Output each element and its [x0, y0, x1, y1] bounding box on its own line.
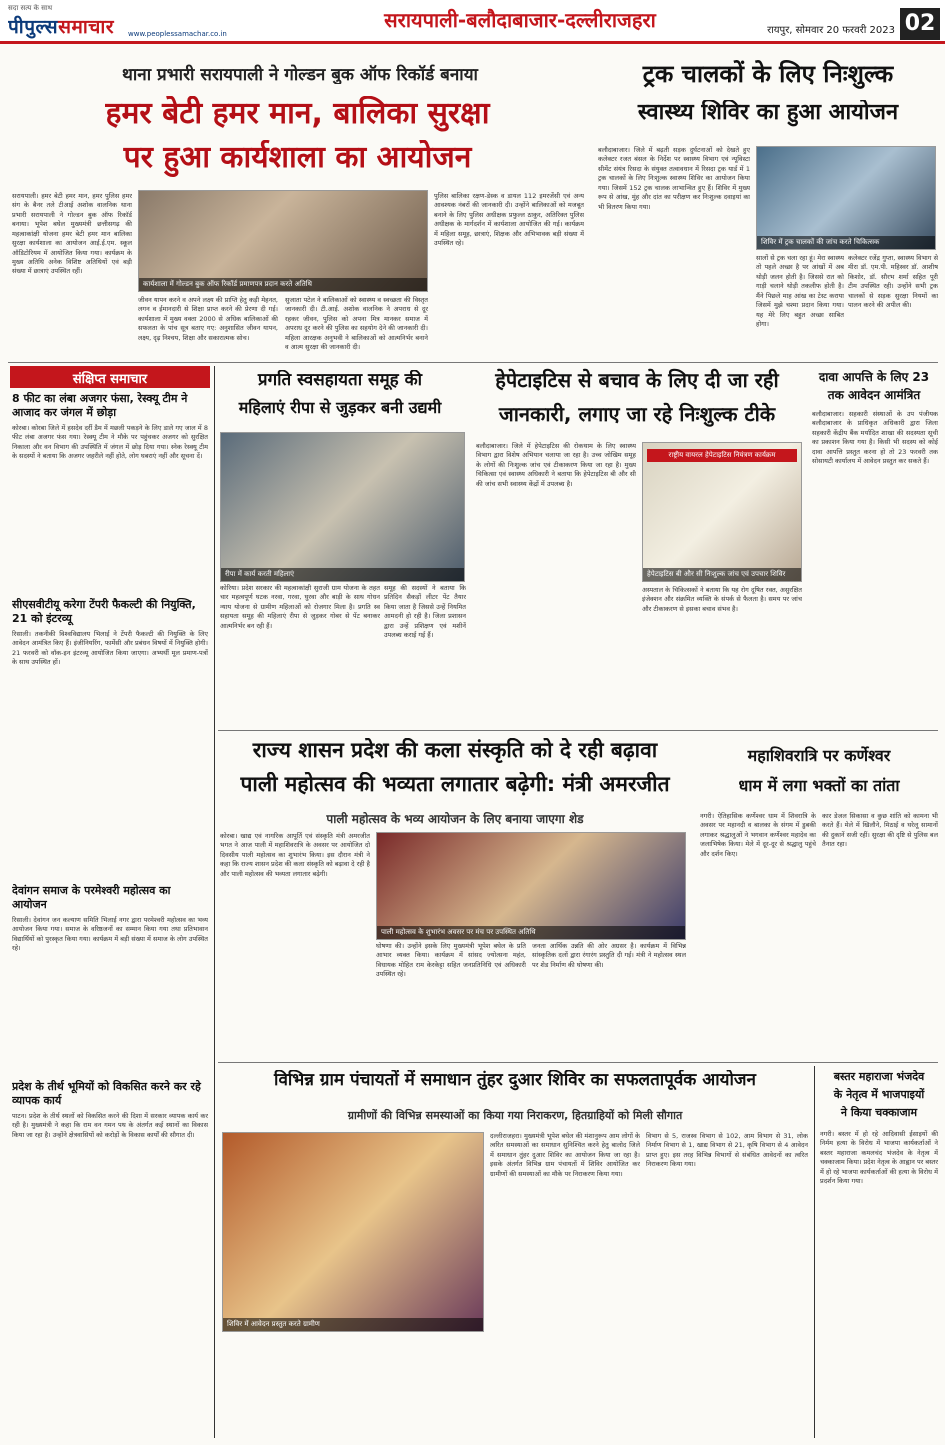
hepatitis-banner: राष्ट्रीय वायरल हेपेटाइटिस नियंत्रण कार्यक्रम	[647, 449, 797, 462]
pali-headline-2: पाली महोत्सव की भव्यता लगातार बढ़ेगी: मंत्री अमरजीत	[240, 772, 670, 796]
truck-headline-1: ट्रक चालकों के लिए निःशुल्क	[642, 60, 894, 88]
truck-photo	[756, 146, 936, 250]
srg-headline-1: प्रगति स्वसहायता समूह की	[257, 370, 423, 390]
tunhar-body-1: दल्लीराजहरा। मुख्यमंत्री भूपेश बघेल की मंशानुरूप आम लोगों के त्वरित समस्याओं का समाधान सुनिश्चित करने हेतु बालोद जिले में समाधान तुंहर दुआर शिविर का आयोजन किया जा रहा है। इसके अंतर्गत विभिन्न ग्राम पंचायतों में शिविर आयोजित कर ग्रामीणों की समस्याओं का मौके पर निराकरण किया गया।	[490, 1132, 640, 1178]
tunhar-photo	[222, 1132, 484, 1332]
divider-1	[8, 362, 938, 363]
hepatitis-photo-caption: हेपेटाइटिस बी और सी निःशुल्क जांच एवं उपचार शिविर	[643, 568, 801, 581]
masthead	[0, 0, 945, 44]
hepatitis-headline-2: जानकारी, लगाए जा रहे निःशुल्क टीके	[498, 402, 776, 426]
daava-headline-2: तक आवेदन आमंत्रित	[827, 388, 921, 402]
logo-name-b: समाचार	[58, 16, 115, 38]
tunhar-photo-caption: शिविर में आवेदन प्रस्तुत करते ग्रामीण	[223, 1318, 483, 1331]
shivratri-body-1: नगरी। ऐतिहासिक कर्णेश्वर धाम में शिवरात्रि के अवसर पर महानदी व बालका के संगम में डुबकी लगाकर श्रद्धालुओं ने भगवान कर्णेश्वर महादेव का जलाभिषेक किया। मेले में दूर-दूर से श्रद्धालु पहुंचे और दर्शन किए।	[700, 812, 816, 858]
brief-1-body: कोरबा। कोरबा जिले में हसदेव दर्री डैम में मछली पकड़ने के लिए डाले गए जाल में 8 फीट लंबा अजगर फंस गया। रेस्क्यू टीम ने मौके पर पहुंचकर अजगर को सुरक्षित निकाला और वन विभाग की उपस्थिति में जंगल में छोड़ दिया गया। स्नेक रेस्क्यू टीम के सदस्यों ने बताया कि अजगर जहरीले नहीं होते, लोग घबराएं नहीं और सूचना दें।	[12, 424, 208, 461]
truck-headline-2: स्वास्थ्य शिविर का हुआ आयोजन	[637, 100, 899, 125]
shivratri-headline-2: धाम में लगा भक्तों का तांता	[738, 776, 900, 795]
truck-body-1: बलौदाबाजार। जिले में बढ़ती सड़क दुर्घटनाओं को देखते हुए कलेक्टर रजत बंसल के निर्देश पर स्वास्थ्य विभाग एवं न्यूविस्टा सीमेंट संयंत्र रिसदा के संयुक्त तत्वावधान में रिसदा ट्रक यार्ड में 1 ट्रक चालकों के लिए निःशुल्क स्वास्थ्य शिविर का आयोजन किया गया। जिसमें 152 ट्रक चालक लाभान्वित हुए हैं। शिविर में मुख्य रूप से आंख, मुंह और दांत का परीक्षण कर निःशुल्क दवाइयां का भी वितरण किया गया।	[598, 146, 750, 211]
briefs-header: संक्षिप्त समाचार	[10, 366, 210, 388]
brief-4-title: प्रदेश के तीर्थ भूमियों को विकसित करने कर रहे व्यापक कार्य	[12, 1080, 201, 1107]
truck-body-2: सालों से ट्रक चला रहा हूं। मेरा स्वास्थ्य तो पहले अच्छा है पर आंखों में अब थोड़ी जलन होती है। जिससे रात को गाड़ी चलाने थोड़ी तकलीफ होती है। मैंने पिछले माह आंख का टेस्ट कराया जिसमें मुझे चश्मा प्रदान किया गया। यह मेरे लिए बहुत अच्छा साबित होगा।	[756, 254, 844, 328]
pali-subhead: पाली महोत्सव के भव्य आयोजन के लिए बनाया जाएगा शेड	[326, 812, 584, 826]
hepatitis-body-1: बलौदाबाजार। जिले में हेपेटाइटिस की रोकथाम के लिए स्वास्थ्य विभाग द्वारा विशेष अभियान चलाया जा रहा है। उच्च जोखिम समूह के लोगों की निःशुल्क जांच एवं टीकाकरण किया जा रहा है। मुख्य चिकित्सा एवं स्वास्थ्य अधिकारी ने बताया कि हेपेटाइटिस बी और सी की जांच सभी स्वास्थ्य केंद्रों में उपलब्ध है।	[476, 442, 636, 488]
lead-body-4: पुलिस बालिका रक्षण-डेस्क व डायल 112 इमरजेंसी एवं अन्य आवश्यक नंबरों की जानकारी दी। उन्होंने बालिकाओं को मजबूत बनाने के लिए पुलिस अधीक्षक प्रफुल्ल ठाकुर, अतिरिक्त पुलिस अधीक्षक के मार्गदर्शन में कार्यशाला आयोजित की गई। कार्यक्रम में महिला समूह, छात्राएं, शिक्षक और अभिभावक बड़ी संख्या में उपस्थित रहे।	[434, 192, 584, 248]
truck-photo-caption: शिविर में ट्रक चालकों की जांच करते चिकित्सक	[757, 236, 935, 249]
pali-body-3: जनता आर्थिक उन्नति की ओर अग्रसर है। कार्यक्रम में विभिन्न सांस्कृतिक दलों द्वारा रंगारंग प्रस्तुति दी गई। मंत्री ने महोत्सव स्थल पर शेड निर्माण की घोषणा की।	[532, 942, 686, 969]
bastar-rule	[814, 1066, 815, 1438]
pali-body-2: घोषणा की। उन्होंने इसके लिए मुख्यमंत्री भूपेश बघेल के प्रति आभार व्यक्त किया। कार्यक्रम में सांसद ज्योत्सना महंत, विधायक मोहित राम केरकेट्टा सहित जनप्रतिनिधि एवं अधिकारी उपस्थित रहे।	[376, 942, 526, 979]
logo-url[interactable]: www.peoplessamachar.co.in	[128, 30, 227, 38]
logo-tagline: सदा सत्य के साथ	[8, 4, 53, 12]
lead-headline-2: पर हुआ कार्यशाला का आयोजन	[123, 140, 472, 175]
shivratri-body-2: कार डेजल सिकासा व कुछ शांति को कामना भी करते हैं। मेले में खिलौने, मिठाई व घरेलू सामानों की दुकानें सजी रहीं। सुरक्षा की दृष्टि से पुलिस बल तैनात रहा।	[822, 812, 938, 849]
pali-headline-1: राज्य शासन प्रदेश की कला संस्कृति को दे रही बढ़ावा	[252, 738, 658, 762]
pali-photo-caption: पाली महोत्सव के शुभारंभ अवसर पर मंच पर उपस्थित अतिथि	[377, 926, 685, 939]
logo-name	[8, 16, 114, 38]
bastar-body: नगरी। बस्तर में हो रहे आदिवासी ईसाइयों की निर्मम हत्या के विरोध में भाजपा कार्यकर्ताओं ने बस्तर महाराजा कमलचंद भंजदेव के नेतृत्व में चक्काजाम किया। प्रदेश नेतृत्व के आह्वान पर बस्तर में हो रहे भाजपा कार्यकर्ताओं की हत्या के विरोध में प्रदर्शन किया गया।	[820, 1130, 938, 1186]
lead-kicker: थाना प्रभारी सरायपाली ने गोल्डन बुक ऑफ रिकॉर्ड बनाया	[122, 65, 478, 84]
paper-logo[interactable]	[8, 4, 238, 40]
srg-body-1: कोरिया। प्रदेश सरकार की महत्वाकांक्षी सुराजी ग्राम योजना के तहत चार महत्वपूर्ण घटक नरवा, गरवा, घुरवा और बाड़ी के साथ गोधन न्याय योजना से ग्रामीण महिलाओं को रोजगार मिला है। प्रगति स्व सहायता समूह की महिलाएं रीपा से जुड़कर गोबर से पेंट बनाकर आत्मनिर्भर बन रही हैं।	[220, 584, 380, 630]
bastar-headline-2: के नेतृत्व में भाजपाइयों	[833, 1088, 925, 1101]
hepatitis-headline-1: हेपेटाइटिस से बचाव के लिए दी जा रही	[495, 368, 779, 392]
lead-body-3: सुजाता पटेल ने बालिकाओं को स्वास्थ्य व स्वच्छता की विस्तृत जानकारी दी। टी.आई. अशोक वालनिक ने अपराध से दूर रहकर जीवन, पुलिस को अपना मित्र मानकर समाज में अपराध दूर करने की पुलिस का सहयोग देने की जानकारी दी। महिला आरक्षक अनुभवी ने बालिकाओं को आत्मनिर्भर बनाने व आत्म सुरक्षा की जानकारी दी।	[285, 296, 428, 352]
dateline: रायपुर, सोमवार 20 फरवरी 2023	[767, 25, 895, 36]
bastar-headline-1: बस्तर महाराजा भंजदेव	[833, 1070, 925, 1083]
srg-body-2: समूह की सदस्यों ने बताया कि प्रतिदिन सैकड़ों लीटर पेंट तैयार किया जाता है जिससे उन्हें नियमित आमदनी हो रही है। जिला प्रशासन द्वारा उन्हें प्रशिक्षण एवं मशीनें उपलब्ध कराई गई हैं।	[384, 584, 466, 640]
daava-body: बलौदाबाजार। सहकारी संस्थाओं के उप पंजीयक बलौदाबाजार के प्राधिकृत अधिकारी द्वारा जिला सहकारी केंद्रीय बैंक मर्यादित शाखा की सदस्यता सूची का प्रकाशन किया गया है। किसी भी सदस्य को कोई दावा आपत्ति प्रस्तुत करना हो तो 23 फरवरी तक सोसायटी कार्यालय में आवेदन प्रस्तुत कर सकते हैं।	[812, 410, 938, 466]
brief-1-title: 8 फीट का लंबा अजगर फंसा, रेस्क्यू टीम ने आजाद कर जंगल में छोड़ा	[12, 392, 188, 419]
divider-3	[218, 1062, 938, 1063]
edition-title: सरायपाली-बलौदाबाजार-दल्लीराजहरा	[384, 8, 656, 32]
tunhar-subhead: ग्रामीणों की विभिन्न समस्याओं का किया गया निराकरण, हितग्राहियों को मिली सौगात	[347, 1109, 683, 1122]
bastar-headline-3: ने किया चक्काजाम	[840, 1106, 918, 1119]
daava-headline-1: दावा आपत्ति के लिए 23	[818, 370, 930, 384]
tunhar-body-2: विभाग से 5, राजस्व विभाग से 102, आम विभाग से 31, लोक निर्माण विभाग से 1, खाद्य विभाग से 21, कृषि विभाग से 4 आवेदन प्राप्त हुए। इस तरह विभिन्न विभागों से संबंधित आवेदनों का त्वरित निराकरण किया गया।	[646, 1132, 808, 1169]
srg-photo-caption: रीपा में कार्य करती महिलाएं	[221, 568, 464, 581]
lead-headline-1: हमर बेटी हमर मान, बालिका सुरक्षा	[105, 96, 490, 131]
pali-body-1: कोरबा। खाद्य एवं नागरिक आपूर्ति एवं संस्कृति मंत्री अमरजीत भगत ने आज पाली में महाशिवरात्रि के अवसर पर आयोजित दो दिवसीय पाली महोत्सव का शुभारंभ किया। इस दौरान मंत्री ने कहा कि राज्य शासन प्रदेश की कला संस्कृति को बढ़ावा दे रही है और पाली महोत्सव की भव्यता लगातार बढ़ेगी।	[220, 832, 370, 878]
srg-headline-2: महिलाएं रीपा से जुड़कर बनी उद्यमी	[238, 398, 442, 417]
logo-name-a: पीपुल्स	[8, 16, 59, 38]
lead-photo-caption: कार्यशाला में गोल्डन बुक ऑफ रिकॉर्ड प्रमाणपत्र प्रदान करते अतिथि	[139, 278, 427, 291]
tunhar-headline: विभिन्न ग्राम पंचायतों में समाधान तुंहर दुआर शिविर का सफलतापूर्वक आयोजन	[274, 1070, 756, 1090]
brief-3-title: देवांगन समाज के परमेश्वरी महोत्सव का आयोजन	[12, 884, 171, 911]
page-number: 02	[900, 8, 940, 40]
shivratri-headline-1: महाशिवरात्रि पर कर्णेश्वर	[747, 746, 891, 765]
lead-body-1: सरायपाली। हमर बेटी हमर मान, हमर पुलिस हमर संग के बैनर तले टीआई अशोक वालनिक थाना प्रभारी सरायपाली ने गोल्डन बुक ऑफ रिकॉर्ड बनाया। भूपेश बघेल मुख्यमंत्री छत्तीसगढ़ की महत्वाकांक्षी योजना हमर बेटी हमर मान बालिका सुरक्षा कार्यशाला का आयोजन आई.ई.एम. स्कूल ऑडिटोरियम में आयोजित किया गया। कार्यक्रम के मुख्य अतिथि अनेक विशिष्ट अतिथियों एवं बड़ी संख्या में छात्राएं उपस्थित रहीं।	[12, 192, 132, 276]
hepatitis-photo	[642, 442, 802, 582]
brief-2-title: सीएसवीटीयू करेगा टेंपरी फैकल्टी की नियुक्ति, 21 को इंटरव्यू	[12, 598, 196, 625]
lead-body-2: जीवन यापन करने व अपने लक्ष्य की प्राप्ति हेतु कड़ी मेहनत, लगन व ईमानदारी से शिक्षा प्राप्त करने की प्रेरणा दी गई। कार्यशाला में मुख्य वक्ता 2000 से अधिक बालिकाओं की सफलता के पांच सूत्र बताए गए: अनुशासित जीवन यापन, लक्ष्य, दृढ़ निश्चय, शिक्षा और सकारात्मक सोच।	[138, 296, 278, 342]
brief-3-body: रिसाली। देवांगन जन कल्याण समिति भिलाई नगर द्वारा परमेश्वरी महोत्सव का भव्य आयोजन किया गया। समाज के वरिष्ठजनों का सम्मान किया गया तथा प्रतिभावान विद्यार्थियों को पुरस्कृत किया गया। कार्यक्रम में बड़ी संख्या में समाज के लोग उपस्थित रहे।	[12, 916, 208, 953]
briefs-rule	[214, 366, 215, 1438]
brief-4-body: पाटन। प्रदेश के तीर्थ स्थलों को विकसित करने की दिशा में सरकार व्यापक कार्य कर रही है। मुख्यमंत्री ने कहा कि राम वन गमन पथ के अंतर्गत कई स्थानों का विकास किया जा रहा है। उन्होंने क्षेत्रवासियों को करोड़ों के विकास कार्यों की सौगात दी।	[12, 1112, 208, 1139]
truck-body-3: कलेक्टर रजेंद्र गुप्ता, स्वास्थ्य विभाग से मीरा डॉ. एम.पी. महिस्वर डॉ. आशीष किशोर, डॉ. सौरभ शर्मा सहित पूरी टीम उपस्थित रही। उन्होंने सभी ट्रक चालकों से सड़क सुरक्षा नियमों का पालन करने की अपील की।	[848, 254, 938, 310]
pali-photo	[376, 832, 686, 940]
srg-photo	[220, 432, 465, 582]
lead-photo	[138, 190, 428, 292]
hepatitis-body-2: अस्पताल के चिकित्सकों ने बताया कि यह रोग दूषित रक्त, असुरक्षित इंजेक्शन और संक्रमित व्यक्ति के संपर्क से फैलता है। समय पर जांच और टीकाकरण से इसका बचाव संभव है।	[642, 586, 802, 613]
divider-2	[218, 730, 938, 731]
brief-2-body: रिसाली। तकनीकी विश्वविद्यालय भिलाई ने टेंपरी फैकल्टी की नियुक्ति के लिए आवेदन आमंत्रित किए हैं। इंजीनियरिंग, फार्मेसी और प्रबंधन विषयों में नियुक्ति होगी। 21 फरवरी को वॉक-इन इंटरव्यू आयोजित किया जाएगा। अभ्यर्थी मूल प्रमाण-पत्रों के साथ उपस्थित हों।	[12, 630, 208, 667]
